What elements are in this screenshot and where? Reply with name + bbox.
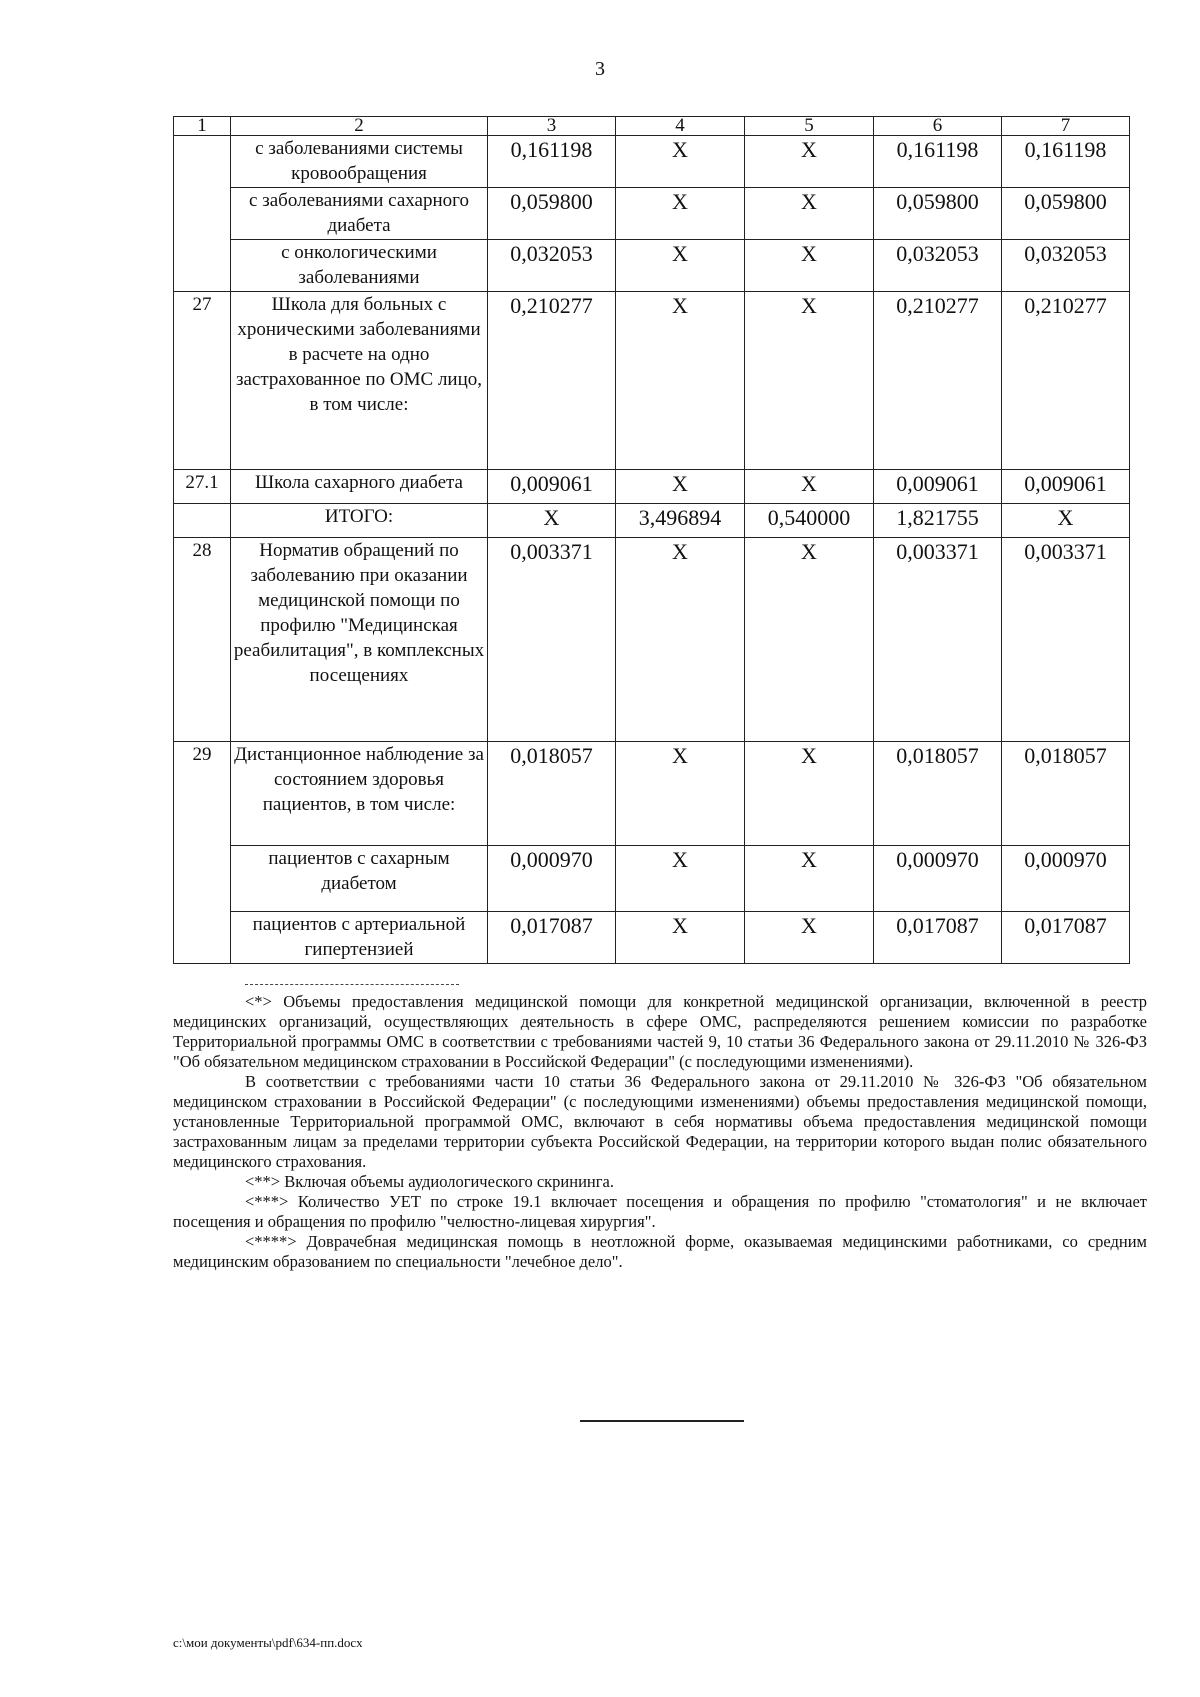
row-index-cell [174,136,231,292]
value-cell: X [616,470,745,504]
value-cell: X [616,240,745,292]
footnote-2: В соответствии с требованиями части 10 статьи 36 Федерального закона от 29.11.2010 № 326-ФЗ "Об обязательном медицинском страховании в Российской Федерации" (с последующими изменениями) объемы предоставления медицинской помощи, установленные Территориальной программой ОМС, включают в себя нормативы объема предоставления медицинской помощи застрахованным лицам за пределами территории субъекта Российской Федерации, на территории которого выдан полис обязательного медицинского страхования. [173,1072,1147,1171]
row-name-cell: с заболеваниями сахарного диабета [231,188,488,240]
value-cell: 3,496894 [616,504,745,538]
row-index-cell [174,504,231,538]
value-cell: 0,003371 [488,538,616,742]
value-cell: 0,032053 [1002,240,1130,292]
value-cell: 0,161198 [874,136,1002,188]
value-cell: X [745,292,874,470]
footnote-separator [245,984,459,985]
table-row [174,912,1130,964]
value-cell: 0,161198 [488,136,616,188]
table-row [174,538,1130,742]
value-cell: X [745,470,874,504]
value-cell: 0,018057 [1002,742,1130,846]
value-cell: 0,059800 [874,188,1002,240]
value-cell: X [616,912,745,964]
value-cell: X [616,538,745,742]
table-row [174,188,1130,240]
value-cell: 0,032053 [874,240,1002,292]
value-cell: X [616,188,745,240]
total-row [174,504,1130,538]
footnote-3: <**> Включая объемы аудиологического скрининга. [245,1172,614,1191]
table-header-row [174,117,1130,136]
value-cell: X [616,292,745,470]
row-name-cell: Школа сахарного диабета [231,470,488,504]
end-of-document-line [580,1420,744,1422]
footnotes [173,992,1147,1272]
value-cell: 0,059800 [1002,188,1130,240]
value-cell: X [745,742,874,846]
footnote-5: <****> Доврачебная медицинская помощь в неотложной форме, оказываемая медицинскими работниками, со средним медицинским образованием по специальности "лечебное дело". [173,1232,1147,1271]
table-row [174,136,1130,188]
value-cell: 0,210277 [488,292,616,470]
value-cell: 0,032053 [488,240,616,292]
row-name-cell: с онкологическими заболеваниями [231,240,488,292]
column-header: 5 [745,117,874,136]
value-cell: X [745,538,874,742]
row-name-cell: Школа для больных с хроническими заболеваниями в расчете на одно застрахованное по ОМС лицо, в том числе: [231,292,488,470]
value-cell: 0,161198 [1002,136,1130,188]
row-index-cell: 29 [174,742,231,964]
value-cell: 0,059800 [488,188,616,240]
column-header: 4 [616,117,745,136]
footnote-4: <***> Количество УЕТ по строке 19.1 включает посещения и обращения по профилю "стоматология" и не включает посещения и обращения по профилю "челюстно-лицевая хирургия". [173,1192,1147,1231]
table-row [174,846,1130,912]
value-cell: X [1002,504,1130,538]
row-name-cell: Дистанционное наблюдение за состоянием здоровья пациентов, в том числе: [231,742,488,846]
row-index-cell: 27 [174,292,231,470]
value-cell: X [488,504,616,538]
column-header: 6 [874,117,1002,136]
value-cell: X [745,912,874,964]
value-cell: X [745,188,874,240]
value-cell: X [745,846,874,912]
page-number: 3 [595,58,605,80]
value-cell: 0,018057 [488,742,616,846]
value-cell: 0,540000 [745,504,874,538]
row-name-cell: Норматив обращений по заболеванию при оказании медицинской помощи по профилю "Медицинская реабилитация", в комплексных посещениях [231,538,488,742]
value-cell: 0,000970 [1002,846,1130,912]
data-table [173,116,1130,964]
value-cell: X [745,240,874,292]
value-cell: 0,000970 [874,846,1002,912]
column-header: 2 [231,117,488,136]
value-cell: X [616,742,745,846]
row-index-cell: 28 [174,538,231,742]
column-header: 1 [174,117,231,136]
row-name-cell: с заболеваниями системы кровообращения [231,136,488,188]
footer-file-path: c:\мои документы\pdf\634-пп.docx [173,1635,363,1650]
value-cell: 0,017087 [488,912,616,964]
column-header: 7 [1002,117,1130,136]
table-row [174,470,1130,504]
row-name-cell: ИТОГО: [231,504,488,538]
row-name-cell: пациентов с сахарным диабетом [231,846,488,912]
table-row [174,742,1130,846]
value-cell: X [616,136,745,188]
row-name-cell: пациентов с артериальной гипертензией [231,912,488,964]
value-cell: 0,003371 [874,538,1002,742]
value-cell: X [745,136,874,188]
value-cell: 0,017087 [874,912,1002,964]
column-header: 3 [488,117,616,136]
table-row [174,292,1130,470]
table-row [174,240,1130,292]
value-cell: 0,210277 [1002,292,1130,470]
value-cell: 0,000970 [488,846,616,912]
value-cell: 0,210277 [874,292,1002,470]
value-cell: 0,009061 [488,470,616,504]
value-cell: 0,009061 [1002,470,1130,504]
footnote-1: <*> Объемы предоставления медицинской помощи для конкретной медицинской организации, включенной в реестр медицинских организаций, осуществляющих деятельность в сфере ОМС, распределяются решением комиссии по разработке Территориальной программы ОМС в соответствии с требованиями частей 9, 10 статьи 36 Федерального закона от 29.11.2010 № 326-ФЗ "Об обязательном медицинском страховании в Российской Федерации" (с последующими изменениями). [173,992,1147,1071]
value-cell: 1,821755 [874,504,1002,538]
value-cell: 0,017087 [1002,912,1130,964]
value-cell: X [616,846,745,912]
value-cell: 0,009061 [874,470,1002,504]
row-index-cell: 27.1 [174,470,231,504]
value-cell: 0,003371 [1002,538,1130,742]
value-cell: 0,018057 [874,742,1002,846]
